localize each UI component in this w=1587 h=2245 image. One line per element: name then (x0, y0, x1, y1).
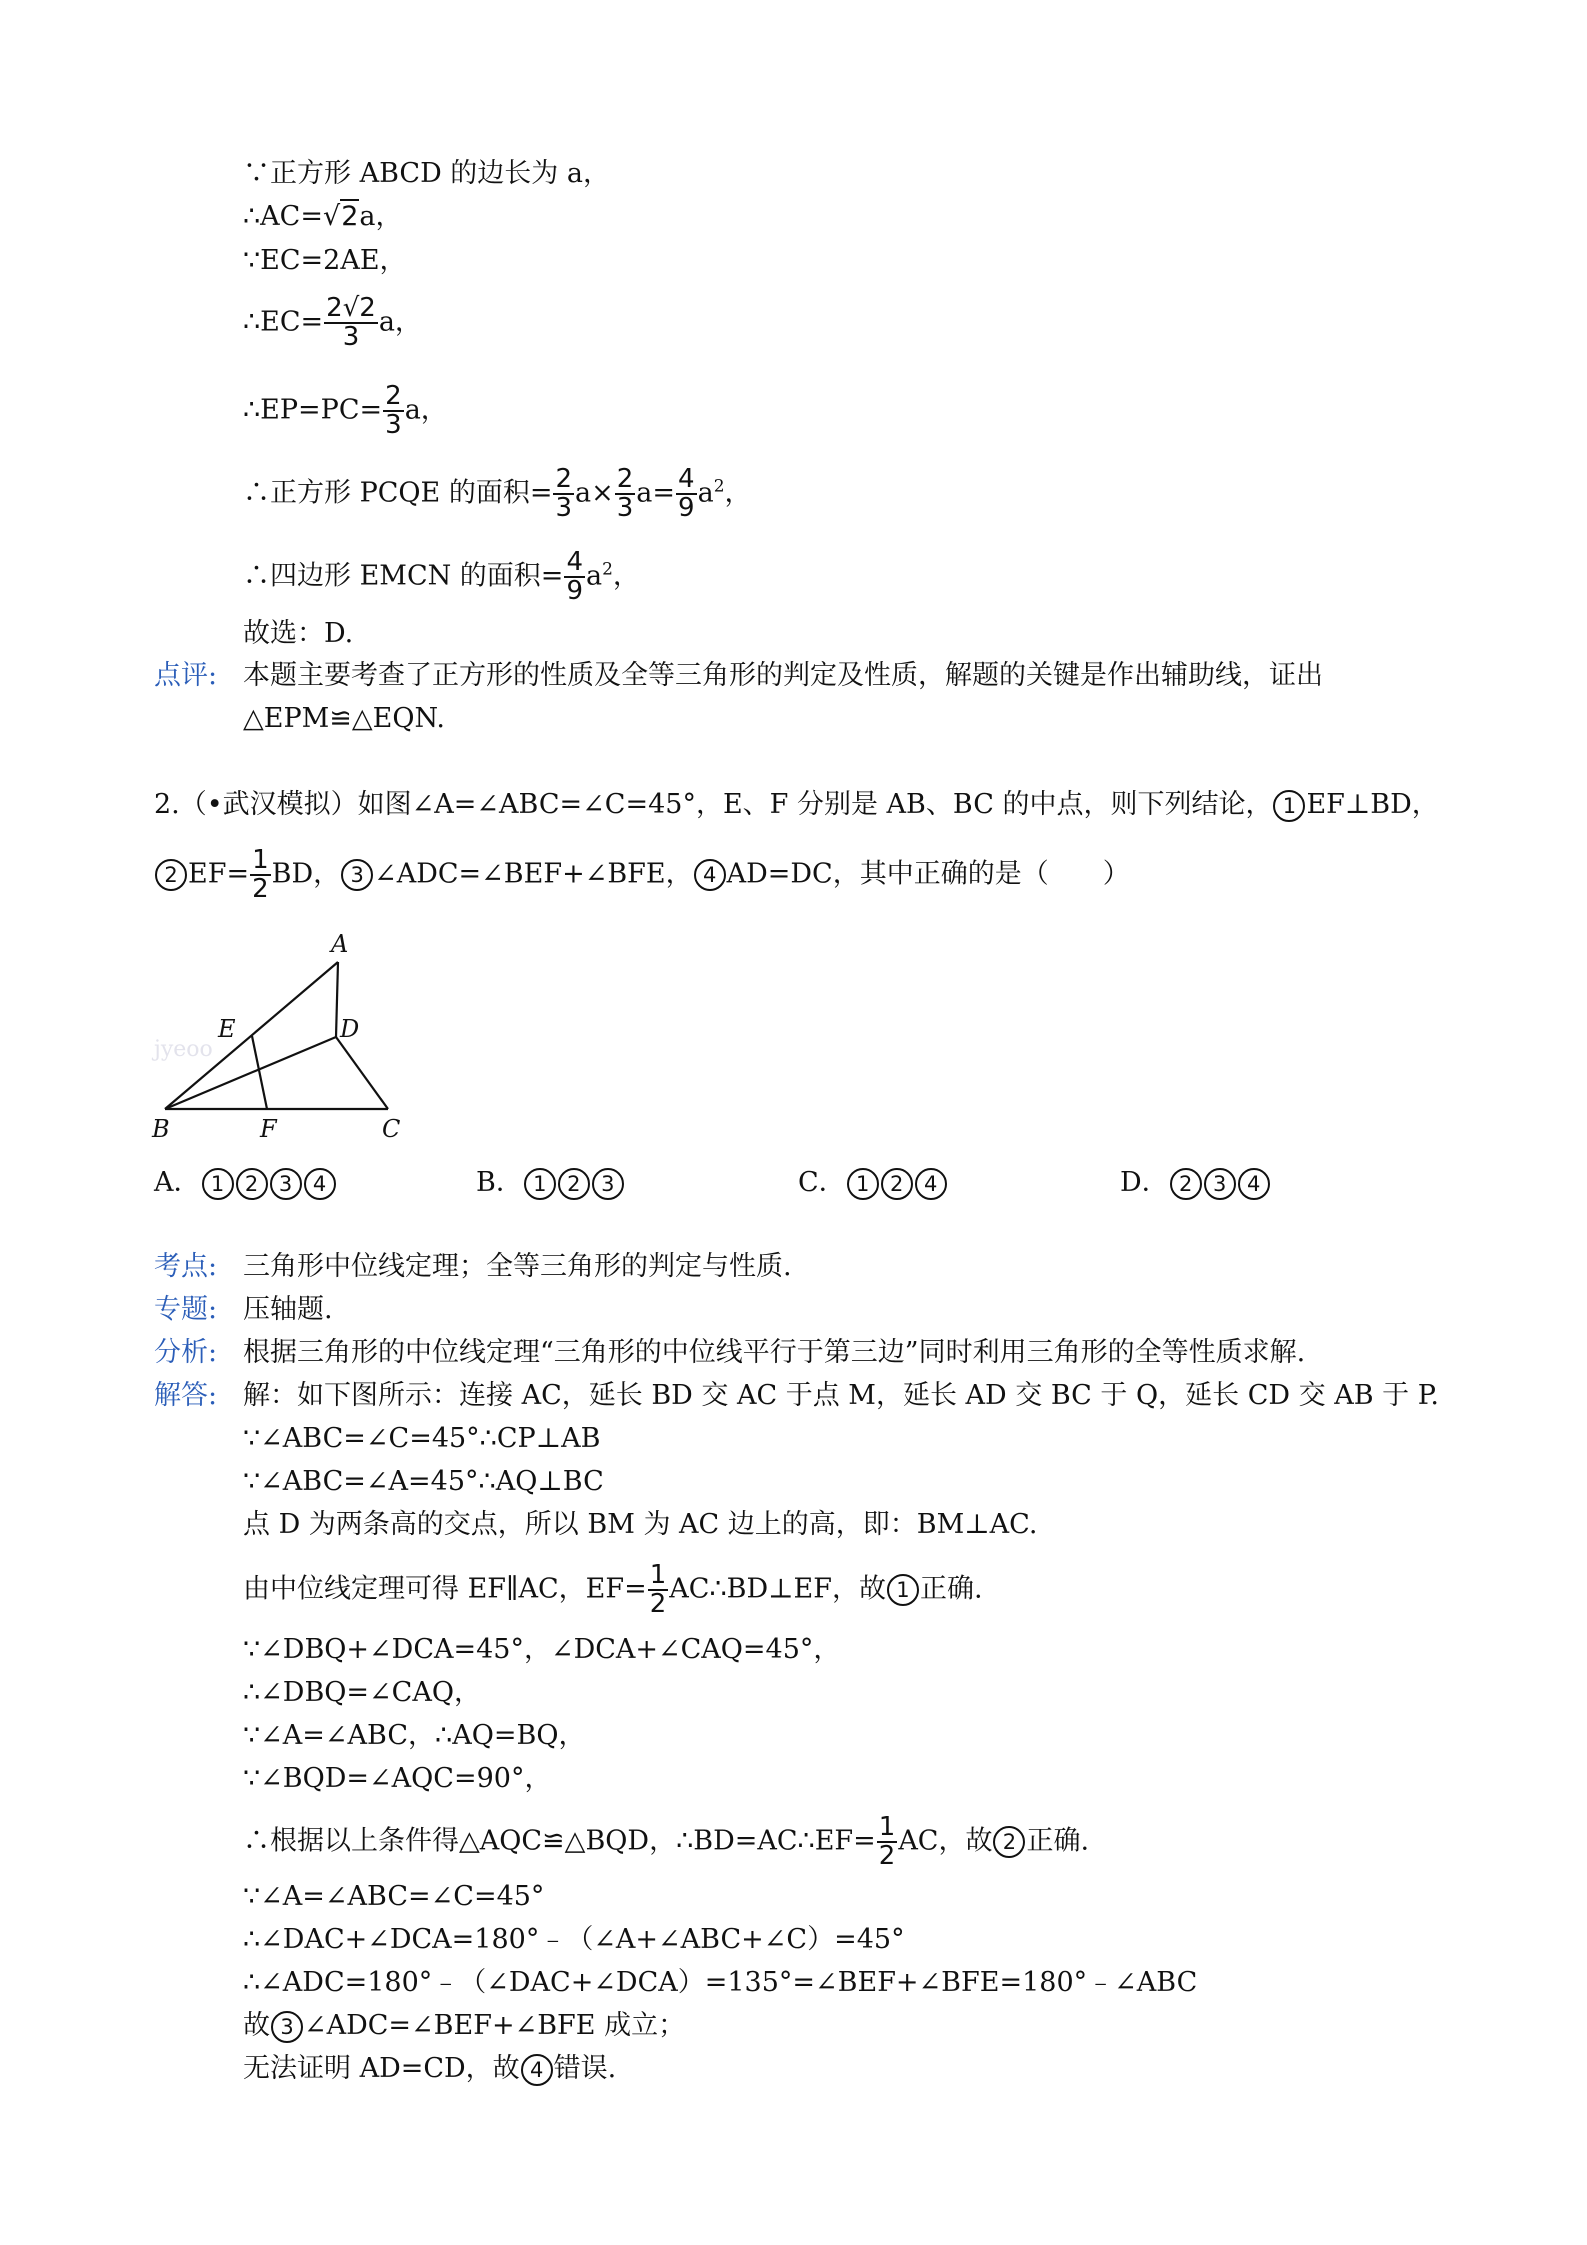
circled-number: 4 (304, 1168, 336, 1200)
text: 故 (243, 2010, 270, 2041)
solution-line: ∵∠ABC=∠A=45°∴AQ⊥BC (243, 1466, 604, 1497)
kaodian-text: 三角形中位线定理；全等三角形的判定与性质. (243, 1251, 792, 1282)
solution-line (243, 1562, 983, 1618)
circled-number: 4 (915, 1168, 947, 1200)
solution-line (243, 383, 448, 439)
text: ∴正方形 PCQE 的面积= (243, 477, 553, 509)
solution-line: ∵EC=2AE， (243, 245, 407, 276)
text: AD=DC，其中正确的是（ ） (726, 858, 1130, 890)
circled-number: 1 (847, 1168, 879, 1200)
label-A: A (331, 930, 349, 958)
text: 正确. (1026, 1825, 1090, 1857)
text: AC，故 (898, 1825, 993, 1857)
text: ∴EC= (243, 306, 324, 338)
text: ∠ADC=∠BEF+∠BFE 成立； (304, 2010, 686, 2041)
option-a (154, 1166, 337, 1200)
text: a (697, 477, 714, 509)
text: a× (575, 477, 614, 509)
text: 错误. (553, 2053, 617, 2084)
fraction: $\frac{1}{2}$ (878, 1812, 896, 1871)
solution-line: ∵正方形 ABCD 的边长为 a， (243, 158, 610, 189)
solution-line: 解：如下图所示：连接 AC，延长 BD 交 AC 于点 M，延长 AD 交 BC 于 Q，延长 CD 交 AB 于 P. (243, 1380, 1439, 1411)
circled-number: 2 (155, 859, 187, 891)
option-b (476, 1166, 625, 1200)
fraction: $\frac{4}{9}$ (678, 464, 695, 523)
fraction: $\frac{4}{9}$ (566, 547, 583, 606)
circled-number: 3 (1204, 1168, 1236, 1200)
text: ， (724, 477, 752, 509)
label-E: E (218, 1015, 236, 1043)
zhuanti-text: 压轴题. (243, 1294, 333, 1325)
comment-line: △EPM≌△EQN. (243, 703, 445, 734)
sqrt-expression: √2 (322, 201, 359, 232)
text: ， (612, 560, 640, 592)
circled-number: 3 (270, 1168, 302, 1200)
fraction: $\frac{2}{3}$ (555, 464, 573, 523)
circled-number: 3 (592, 1168, 624, 1200)
circled-number: 1 (202, 1168, 234, 1200)
text: ∴根据以上条件得△AQC≌△BQD，∴BD=AC∴EF= (243, 1825, 876, 1857)
jieda-label: 解答: (154, 1380, 218, 1411)
fenxi-text: 根据三角形的中位线定理“三角形的中位线平行于第三边”同时利用三角形的全等性质求解. (243, 1337, 1306, 1368)
watermark: jyeoo (154, 1037, 213, 1062)
option-letter: C． (798, 1167, 846, 1198)
fraction: $\frac{2}{3}$ (385, 381, 402, 440)
circled-number: 2 (236, 1168, 268, 1200)
circled-number: 1 (1273, 790, 1305, 822)
text: a= (636, 477, 676, 509)
segment-AD (336, 962, 338, 1037)
circled-number: 3 (271, 2011, 303, 2043)
circled-number: 2 (1170, 1168, 1202, 1200)
text: EF⊥BD， (1306, 789, 1439, 820)
circled-number: 4 (1238, 1168, 1270, 1200)
kaodian-label: 考点: (154, 1251, 218, 1282)
solution-line (243, 549, 640, 605)
text: ∠ADC=∠BEF+∠BFE， (374, 858, 693, 890)
fraction: $\frac{1}{2}$ (252, 845, 269, 904)
comment-label: 点评: (154, 660, 218, 691)
segment-BA (165, 962, 338, 1109)
circled-number: 1 (887, 1574, 919, 1606)
solution-line: 点 D 为两条高的交点，所以 BM 为 AC 边上的高，即：BM⊥AC. (243, 1509, 1038, 1540)
text: a， (359, 201, 403, 232)
circled-number: 2 (881, 1168, 913, 1200)
text: ∴EP=PC= (243, 394, 383, 426)
solution-line: ∵∠DBQ+∠DCA=45°，∠DCA+∠CAQ=45°， (243, 1634, 841, 1665)
circled-number: 4 (521, 2054, 553, 2086)
text: 2.（•武汉模拟）如图∠A=∠ABC=∠C=45°，E、F 分别是 AB、BC 的中点，则下列结论， (154, 789, 1273, 820)
text: ∴四边形 EMCN 的面积= (243, 560, 564, 592)
solution-line (243, 200, 402, 234)
fraction: $\frac{1}{2}$ (649, 1560, 667, 1619)
label-B: B (152, 1115, 170, 1143)
text: EF= (188, 858, 250, 890)
solution-line (243, 2009, 685, 2043)
text: AC∴BD⊥EF，故 (669, 1573, 886, 1605)
circled-number: 1 (524, 1168, 556, 1200)
solution-line (243, 466, 752, 522)
solution-line: ∵∠BQD=∠AQC=90°， (243, 1763, 552, 1794)
solution-line: ∵∠A=∠ABC，∴AQ=BQ， (243, 1720, 586, 1751)
solution-line: 故选：D. (243, 618, 354, 649)
text: 由中位线定理可得 EF∥AC，EF= (243, 1573, 647, 1605)
text: a， (378, 306, 422, 338)
question-line (154, 788, 1439, 822)
solution-line: ∴∠DBQ=∠CAQ， (243, 1677, 481, 1708)
text: BD， (271, 858, 341, 890)
geometry-figure (150, 924, 420, 1146)
text: 正确. (919, 1573, 983, 1605)
solution-line (243, 2052, 616, 2086)
label-C: C (382, 1115, 401, 1143)
circled-number: 4 (694, 859, 726, 891)
text: a (585, 560, 603, 592)
text: a， (404, 394, 448, 426)
solution-line: ∴∠ADC=180°﹣（∠DAC+∠DCA）=135°=∠BEF+∠BFE=180°﹣∠ABC (243, 1967, 1198, 1998)
text: 无法证明 AD=CD，故 (243, 2053, 520, 2084)
question-line (154, 847, 1130, 903)
circled-number: 2 (558, 1168, 590, 1200)
option-letter: A． (154, 1167, 201, 1198)
solution-line: ∴∠DAC+∠DCA=180°﹣（∠A+∠ABC+∠C）=45° (243, 1924, 905, 1955)
circled-number: 2 (993, 1826, 1025, 1858)
text: ∴AC= (243, 201, 323, 232)
label-F: F (260, 1115, 277, 1143)
solution-line (243, 295, 422, 351)
fenxi-label: 分析: (154, 1337, 218, 1368)
fraction: $\frac{2}{3}$ (616, 464, 634, 523)
circled-number: 3 (341, 859, 373, 891)
zhuanti-label: 专题: (154, 1294, 218, 1325)
segment-DC (336, 1037, 388, 1109)
option-letter: B． (476, 1167, 523, 1198)
exponent: 2 (713, 476, 725, 497)
label-D: D (340, 1015, 360, 1043)
comment-line: 本题主要考查了正方形的性质及全等三角形的判定及性质，解题的关键是作出辅助线，证出 (243, 660, 1323, 691)
solution-line (243, 1814, 1089, 1870)
solution-line: ∵∠ABC=∠C=45°∴CP⊥AB (243, 1423, 601, 1454)
option-letter: D． (1120, 1167, 1169, 1198)
exponent: 2 (602, 559, 613, 580)
option-d (1120, 1166, 1271, 1200)
option-c (798, 1166, 948, 1200)
solution-line: ∵∠A=∠ABC=∠C=45° (243, 1881, 545, 1912)
fraction: $\frac{2√2}{3}$ (326, 293, 376, 352)
